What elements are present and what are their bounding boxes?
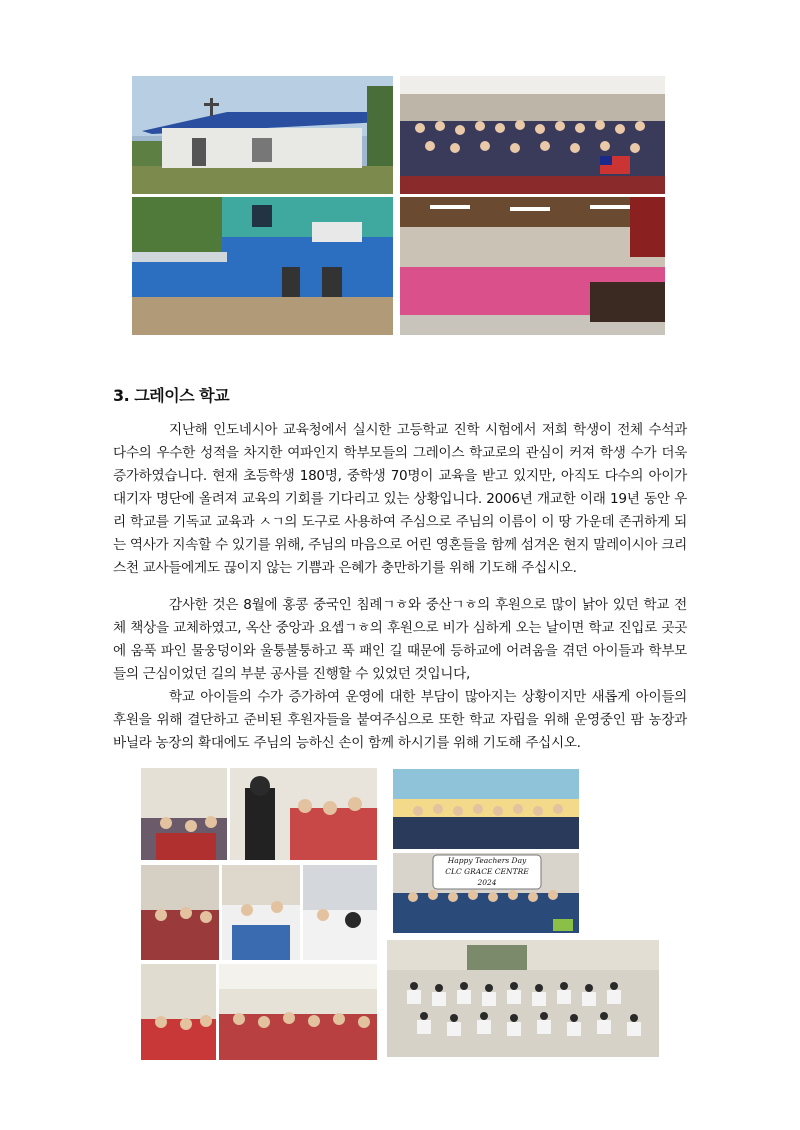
section-heading: 3. 그레이스 학교 <box>113 386 230 405</box>
photo-blue-house <box>132 197 393 335</box>
photo-church-building <box>132 76 393 194</box>
banner-line-3: 2024 <box>477 878 497 887</box>
banner-line-2: CLC GRACE CENTRE <box>445 867 529 876</box>
photo-classroom-4 <box>303 865 377 960</box>
photo-classroom-2 <box>141 865 219 960</box>
photo-group-gathering <box>400 76 665 194</box>
photo-students-assembly <box>387 940 659 1057</box>
photo-hall-audience <box>400 197 665 335</box>
photo-teachers-group <box>393 769 579 849</box>
photo-classroom-1 <box>141 768 227 860</box>
banner-line-1: Happy Teachers Day <box>447 856 527 865</box>
photo-classroom-6 <box>219 964 377 1060</box>
banner-text <box>433 855 541 889</box>
paragraph-1: 지난해 인도네시아 교육청에서 실시한 고등학교 진학 시험에서 저희 학생이 전체 수석과 다수의 우수한 성적을 차지한 여파인지 학부모들의 그레이스 학교로의 관심이 커져 학생 수가 더욱 증가하였습니다. 현재 초등학생 180명, 중학생 70명이 교육을 받고 있지만, 아직도 다수의 아이가 대기자 명단에 올려져 교육의 기회를 기다리고 있는 상황입니다. 2006년 개교한 이래 19년 동안 우리 학교를 기독교 교육과 ㅅㄱ의 도구로 사용하여 주심으로 주님의 이름이 이 땅 가운데 존귀하게 되는 역사가 지속할 수 있기를 위해, 주님의 마음으로 어린 영혼들을 함께 섬겨온 현지 말레이시아 크리스천 교사들에게도 끊이지 않는 기쁨과 은혜가 충만하기를 위해 기도해 주십시오. <box>113 422 687 576</box>
paragraph-3: 학교 아이들의 수가 증가하여 운영에 대한 부담이 많아지는 상황이지만 새롭게 아이들의 후원을 위해 결단하고 준비된 후원자들을 붙여주심으로 또한 학교 자립을 위해 운영중인 팜 농장과 바닐라 농장의 확대에도 주님의 능하신 손이 함께 하시기를 위해 기도해 주십시오. <box>113 689 687 751</box>
photo-classroom-5 <box>141 964 216 1060</box>
paragraph-2: 감사한 것은 8월에 홍콩 중국인 침례ㄱㅎ와 중산ㄱㅎ의 후원으로 많이 낡아 있던 학교 전체 책상을 교체하였고, 옥산 중앙과 요셉ㄱㅎ의 후원으로 비가 심하게 오는 날이면 학교 진입로 곳곳에 움푹 파인 물웅덩이와 울퉁불퉁하고 푹 패인 길 때문에 등하교에 어려움을 겪던 아이들과 학부모들의 근심이었던 길의 부분 공사를 진행할 수 있었던 것입니다, <box>113 597 687 682</box>
photo-classroom-prayer <box>230 768 377 860</box>
photo-classroom-3 <box>222 865 300 960</box>
photo-teachers-day-banner <box>393 853 579 933</box>
